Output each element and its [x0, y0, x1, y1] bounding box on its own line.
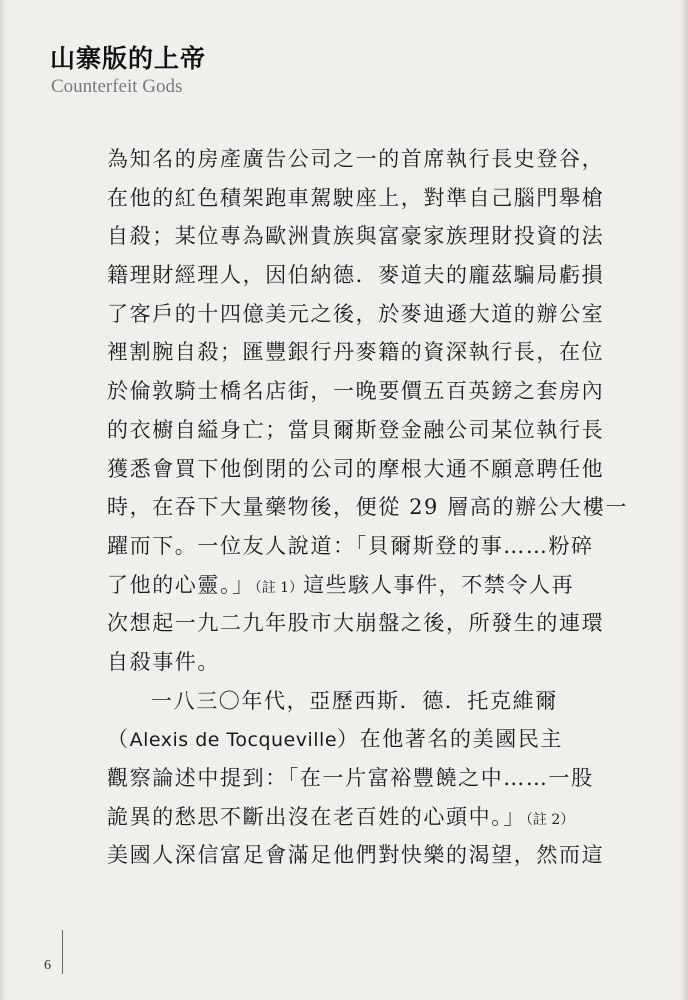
text-line-3: 自殺；某位專為歐洲貴族與富豪家族理財投資的法 — [107, 224, 605, 249]
folio-rule — [62, 930, 63, 974]
text-line-7: 於倫敦騎士橋名店街，一晚要價五百英鎊之套房內 — [107, 379, 605, 404]
text-line-18-part-a: 詭異的愁思不斷出沒在老百姓的心頭中。」 — [107, 804, 526, 829]
text-line-12-part-b: 這些駭人事件，不禁令人再 — [303, 572, 575, 597]
page-edge-shadow-left — [0, 0, 6, 1000]
page-number: 6 — [44, 958, 51, 973]
text-line-12-part-a: 了他的心靈。」 — [107, 572, 255, 597]
latin-name: Alexis de Tocqueville — [129, 729, 338, 752]
text-line-4: 籍理財經理人，因伯納德．麥道夫的龐茲騙局虧損 — [107, 263, 605, 288]
text-line-12 — [107, 566, 587, 605]
text-line-13: 次想起一九二九年股市大崩盤之後，所發生的連環 — [107, 611, 605, 636]
running-title-en: Counterfeit Gods — [51, 76, 183, 97]
body-text — [107, 140, 629, 875]
text-line-15: 一八三〇年代，亞歷西斯．德．托克維爾 — [151, 688, 558, 713]
footnote-ref-1: （註 1） — [254, 579, 304, 596]
text-line-2: 在他的紅色積架跑車駕駛座上，對準自己腦門舉槍 — [107, 185, 605, 210]
page-edge-shadow-right — [680, 0, 688, 1000]
text-line-17: 觀察論述中提到：「在一片富裕豐饒之中……一股 — [107, 766, 594, 790]
text-line-16-part-a: （ — [107, 727, 130, 752]
text-line-11: 躍而下。一位友人說道：「貝爾斯登的事……粉碎 — [107, 533, 594, 558]
text-line-16 — [107, 720, 587, 759]
text-line-14: 自殺事件。 — [107, 649, 220, 674]
text-line-9: 獲悉會買下他倒閉的公司的摩根大通不願意聘任他 — [107, 456, 605, 481]
text-line-19: 美國人深信富足會滿足他們對快樂的渴望，然而這 — [107, 843, 605, 868]
text-line-10: 時，在吞下大量藥物後，便從 29 層高的辦公大樓一 — [107, 495, 629, 520]
text-line-8: 的衣櫥自縊身亡；當貝爾斯登金融公司某位執行長 — [107, 417, 605, 442]
text-line-16-part-b: ）在他著名的美國民主 — [337, 727, 564, 752]
text-line-1: 為知名的房產廣告公司之一的首席執行長史登谷， — [107, 147, 605, 171]
text-line-5: 了客戶的十四億美元之後，於麥迪遜大道的辦公室 — [107, 301, 605, 326]
running-title-zh: 山寨版的上帝 — [50, 44, 207, 73]
footnote-ref-2: （註 2） — [525, 811, 575, 828]
text-line-6: 裡割腕自殺；匯豐銀行丹麥籍的資深執行長，在位 — [107, 340, 605, 365]
text-line-18 — [107, 798, 587, 837]
